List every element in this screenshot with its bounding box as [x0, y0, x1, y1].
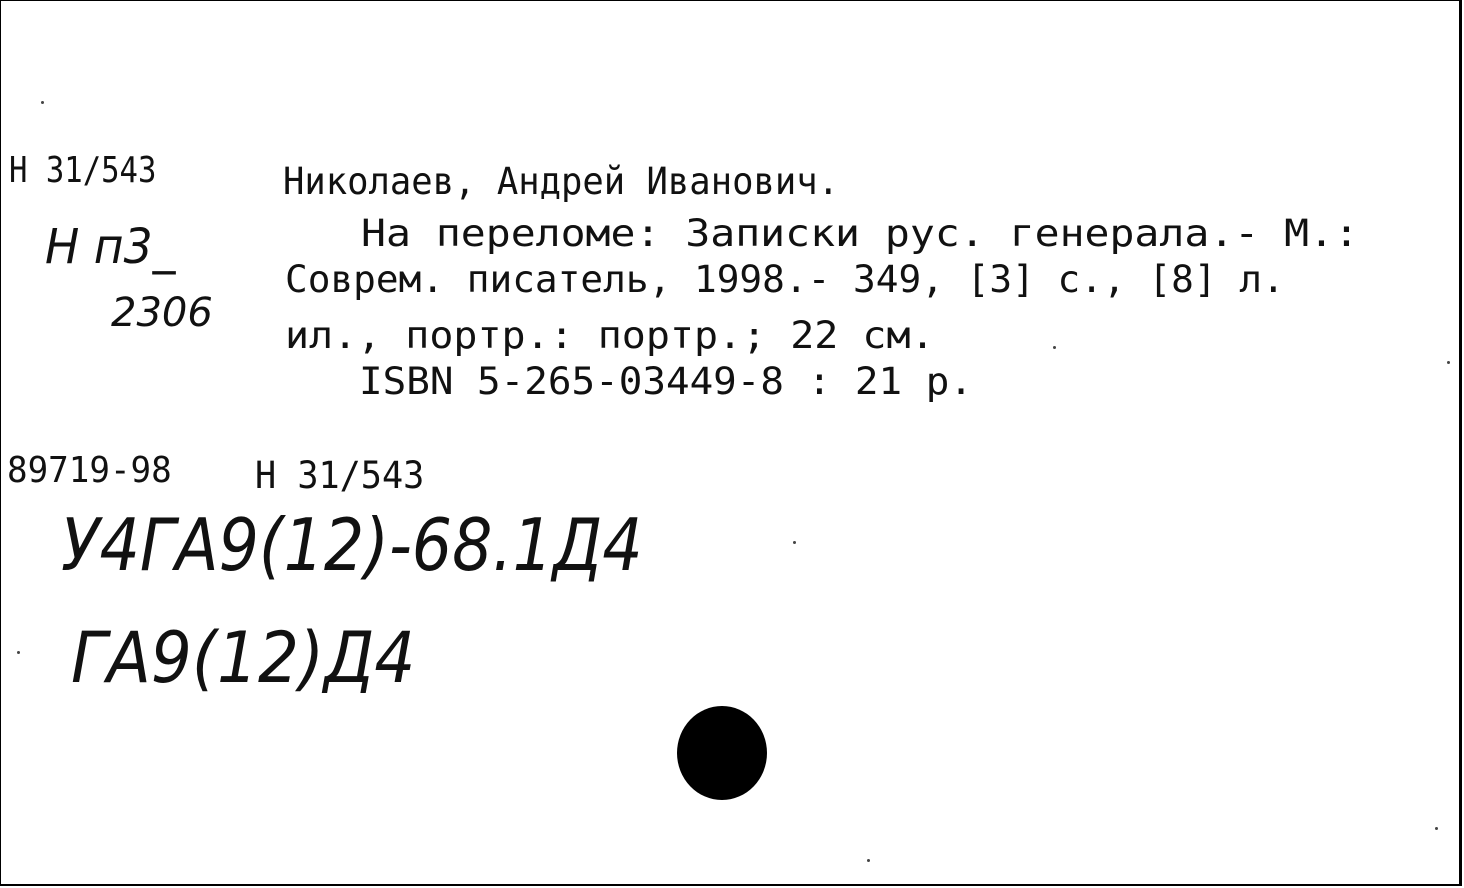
isbn-line: ISBN 5-265-03449-8 : 21 р.: [359, 360, 973, 403]
entry-line2: Соврем. писатель, 1998.- 349, [3] с., [8] л.: [285, 258, 1285, 301]
scan-speck: [1447, 361, 1450, 364]
scan-speck: [1435, 827, 1438, 830]
entry-line1: На переломе: Записки рус. генерала.- М.:: [361, 212, 1359, 255]
entry-line3: ил., портр.: портр.; 22 см.: [285, 314, 935, 357]
scan-speck: [17, 651, 20, 654]
entry-heading: Николаев, Андрей Иванович.: [283, 160, 840, 203]
handwritten-classification-1: У4ГА9(12)-68.1Д4: [61, 503, 643, 587]
scan-speck: [1053, 346, 1056, 349]
scan-speck: [41, 101, 44, 104]
handwritten-shelfmark-line1: Н п3_: [45, 219, 176, 275]
registration-number: 89719-98: [7, 450, 172, 491]
handwritten-classification-2: ГА9(12)Д4: [71, 617, 416, 699]
punch-hole: [677, 706, 767, 800]
shelfmark-repeat: Н 31/543: [255, 454, 425, 497]
scan-speck: [867, 859, 870, 862]
handwritten-shelfmark-line2: 2306: [111, 290, 213, 336]
scan-speck: [793, 541, 796, 544]
shelfmark: Н 31/543: [9, 150, 157, 191]
